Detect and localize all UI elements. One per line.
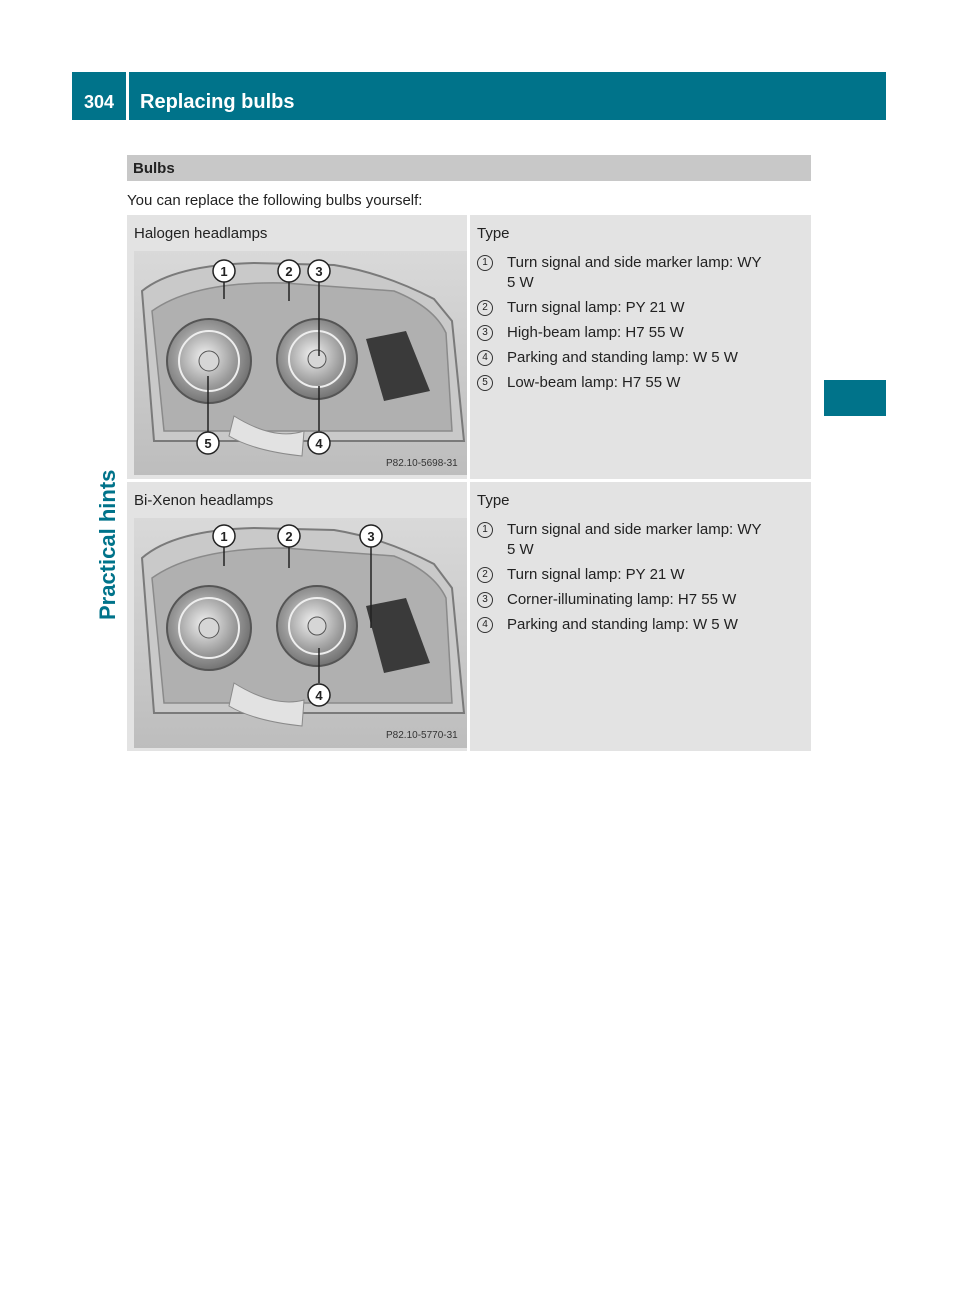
item-number-badge: 4 xyxy=(477,350,493,366)
callout-1 xyxy=(213,525,235,547)
halogen-headlamp-figure xyxy=(134,251,467,475)
list-item xyxy=(477,520,797,560)
bulb-list xyxy=(477,253,797,398)
type-header: Type xyxy=(477,492,510,509)
headlamp-label: Bi-Xenon headlamps xyxy=(134,492,274,509)
image-cell xyxy=(127,215,467,479)
item-number-badge: 3 xyxy=(477,592,493,608)
item-text: Corner-illuminating lamp: H7 55 W xyxy=(507,591,737,608)
item-number-badge: 3 xyxy=(477,325,493,341)
callout-1-label: 1 xyxy=(220,264,228,279)
list-item xyxy=(477,615,797,635)
callout-3 xyxy=(360,525,382,547)
callout-4-label: 4 xyxy=(315,688,323,703)
item-number-badge: 1 xyxy=(477,522,493,538)
item-text: High-beam lamp: H7 55 W xyxy=(507,324,684,341)
callout-3 xyxy=(308,260,330,282)
image-code: P82.10-5698-31 xyxy=(386,458,458,469)
callout-3-label: 3 xyxy=(315,264,323,279)
item-text: Parking and standing lamp: W 5 W xyxy=(507,349,738,366)
item-text: Turn signal lamp: PY 21 W xyxy=(507,299,685,316)
callout-2 xyxy=(278,260,300,282)
callout-4-label: 4 xyxy=(315,436,323,451)
callout-2-label: 2 xyxy=(285,529,293,544)
type-header: Type xyxy=(477,225,510,242)
list-item xyxy=(477,590,797,610)
table-row xyxy=(127,482,811,751)
list-item xyxy=(477,298,797,318)
page-number: 304 xyxy=(84,92,115,112)
callout-4 xyxy=(308,432,330,454)
list-item xyxy=(477,373,797,393)
item-text: Turn signal and side marker lamp: WY 5 W xyxy=(507,521,762,558)
item-text: Turn signal and side marker lamp: WY 5 W xyxy=(507,254,762,291)
callout-2 xyxy=(278,525,300,547)
item-text: Turn signal lamp: PY 21 W xyxy=(507,566,685,583)
side-tab xyxy=(88,420,128,620)
bulb-list xyxy=(477,520,797,640)
side-tab-block xyxy=(824,380,886,416)
headlamp-label: Halogen headlamps xyxy=(134,225,268,242)
callout-1-label: 1 xyxy=(220,529,228,544)
side-tab-label: Practical hints xyxy=(95,469,120,620)
table-row xyxy=(127,215,811,479)
type-cell xyxy=(470,482,811,751)
page-title: Replacing bulbs xyxy=(140,91,295,113)
item-text: Parking and standing lamp: W 5 W xyxy=(507,616,738,633)
bixenon-headlamp-figure xyxy=(134,518,467,748)
item-number-badge: 4 xyxy=(477,617,493,633)
item-number-badge: 2 xyxy=(477,567,493,583)
callout-2-label: 2 xyxy=(285,264,293,279)
list-item xyxy=(477,323,797,343)
item-number-badge: 1 xyxy=(477,255,493,271)
callout-4 xyxy=(308,684,330,706)
list-item xyxy=(477,348,797,368)
image-code: P82.10-5770-31 xyxy=(386,730,458,741)
section-title: Bulbs xyxy=(133,160,175,177)
image-cell xyxy=(127,482,467,751)
intro-text: You can replace the following bulbs yourself: xyxy=(127,192,423,209)
type-cell xyxy=(470,215,811,479)
section-bar xyxy=(127,155,811,181)
bulbs-table xyxy=(127,215,811,751)
callout-3-label: 3 xyxy=(367,529,375,544)
list-item xyxy=(477,253,797,293)
item-number-badge: 2 xyxy=(477,300,493,316)
item-text: Low-beam lamp: H7 55 W xyxy=(507,374,681,391)
item-number-badge: 5 xyxy=(477,375,493,391)
callout-1 xyxy=(213,260,235,282)
header-separator xyxy=(126,72,129,120)
callout-5-label: 5 xyxy=(204,436,212,451)
callout-5 xyxy=(197,432,219,454)
list-item xyxy=(477,565,797,585)
